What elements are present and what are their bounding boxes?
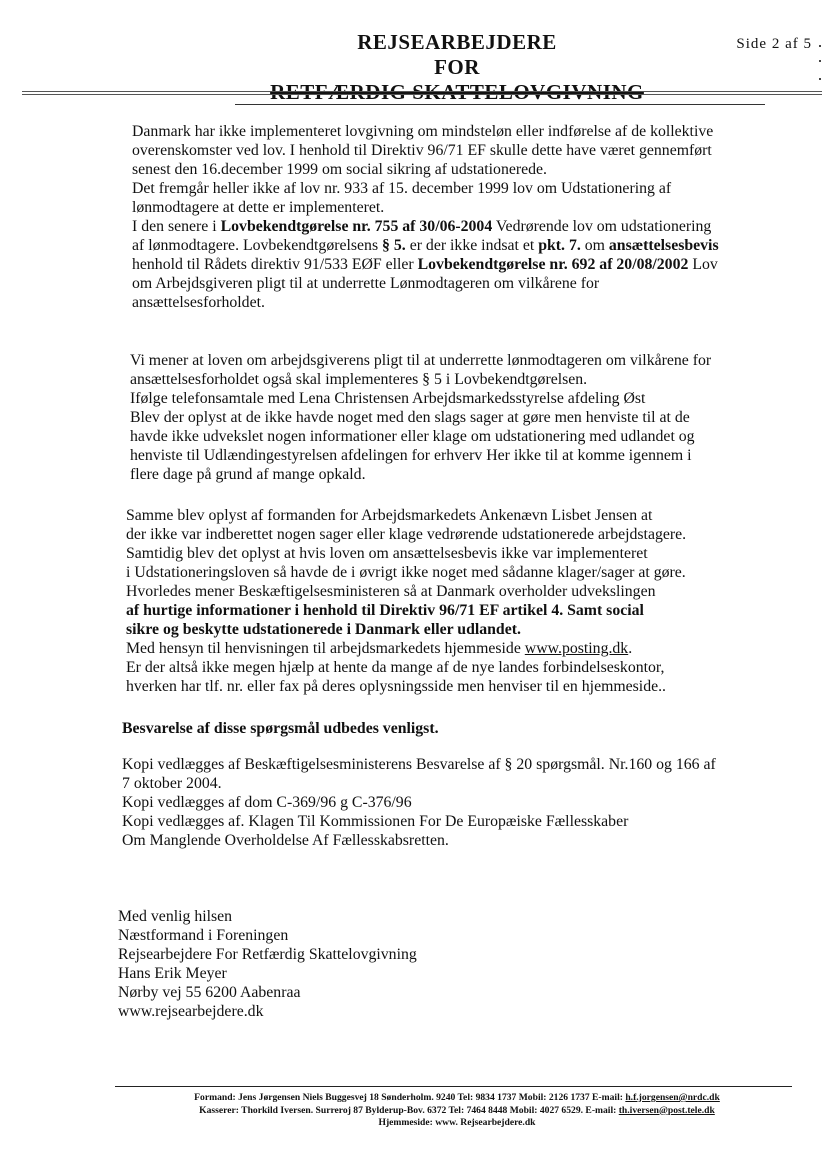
- text-line: overenskomster ved lov. I henhold til Direktiv 96/71 EF skulle dette have været gennemført: [132, 142, 712, 159]
- letterhead-title-line2: FOR: [434, 55, 480, 79]
- signature-block: [118, 907, 417, 1021]
- bold-reference: Lovbekendtgørelse nr. 692 af 20/08/2002: [417, 256, 689, 273]
- page-number: Side 2 af 5: [736, 36, 812, 52]
- footer-text: Kasserer: Thorkild Iversen. Surreroj 87 Bylderup-Bov. 6372 Tel: 7464 8448 Mobil: 4027 6529. E-mail:: [199, 1104, 619, 1116]
- footer-line-kasserer: [0, 1105, 824, 1118]
- text-line: [132, 255, 719, 274]
- posting-link[interactable]: www.posting.dk: [524, 640, 629, 657]
- attachments-list: [122, 755, 716, 850]
- paragraph-telephone: [130, 351, 711, 484]
- scan-speck: [819, 45, 821, 47]
- bold-reference: Lovbekendtgørelse nr. 755 af 30/06-2004: [220, 218, 493, 235]
- letterhead-title-line3: RETFÆRDIG SKATTELOVGIVNING: [270, 80, 644, 104]
- text-line: [132, 236, 719, 255]
- text-line: [132, 217, 719, 236]
- text-line: der ikke var indberettet nogen sager eller klage vedrørende udstationerede arbejdstagere.: [126, 526, 687, 543]
- scan-speck: [819, 60, 821, 62]
- signature-line: Nørby vej 55 6200 Aabenraa: [118, 984, 301, 1001]
- text-line: Samtidig blev det oplyst at hvis loven om ansættelsesbevis ikke var implementeret: [126, 545, 648, 562]
- text-line: henviste til Udlændingestyrelsen afdelingen for erhverv Her ikke til at komme igennem i: [130, 447, 692, 464]
- signature-line: Med venlig hilsen: [118, 908, 233, 925]
- attachment-line: Om Manglende Overholdelse Af Fællesskabsretten.: [122, 832, 449, 849]
- text-run: I den senere i: [132, 218, 221, 235]
- text-line: i Udstationeringsloven så havde de i øvrigt ikke noget med sådanne klager/sager at gøre.: [126, 564, 686, 581]
- text-run: .: [628, 640, 633, 657]
- text-run: henhold til Rådets direktiv 91/533 EØF eller: [132, 256, 418, 273]
- text-line: Vi mener at loven om arbejdsgiverens pligt til at underrette lønmodtageren om vilkårene for: [130, 352, 712, 369]
- text-line: flere dage på grund af mange opkald.: [130, 466, 366, 483]
- text-line: ansættelsesforholdet.: [132, 294, 265, 311]
- attachment-line: Kopi vedlægges af dom C-369/96 g C-376/96: [122, 794, 412, 811]
- bold-text-line: af hurtige informationer i henhold til Direktiv 96/71 EF artikel 4. Samt social: [126, 602, 644, 619]
- text-run: Lov: [688, 256, 718, 273]
- bold-text-line: sikre og beskytte udstationerede i Danmark eller udlandet.: [126, 621, 521, 638]
- text-line: Blev der oplyst at de ikke havde noget med den slags sager at gøre men henviste til at de: [130, 409, 690, 426]
- text-line: Samme blev oplyst af formanden for Arbejdsmarkedets Ankenævn Lisbet Jensen at: [126, 507, 653, 524]
- request-line: Besvarelse af disse spørgsmål udbedes venligst.: [122, 720, 439, 737]
- bold-reference: ansættelsesbevis: [608, 237, 719, 254]
- text-run: Med hensyn til henvisningen til arbejdsmarkedets hjemmeside: [126, 640, 525, 657]
- text-line: Det fremgår heller ikke af lov nr. 933 af 15. december 1999 lov om Udstationering af: [132, 180, 672, 197]
- text-line: Ifølge telefonsamtale med Lena Christensen Arbejdsmarkedsstyrelse afdeling Øst: [130, 390, 646, 407]
- text-line: lønmodtagere at dette er implementeret.: [132, 199, 385, 216]
- paragraph-intro: [132, 122, 719, 312]
- text-line: havde ikke udvekslet nogen informationer eller klage om udstationering med udlandet og: [130, 428, 695, 445]
- formand-email-link[interactable]: h.f.jorgensen@nrdc.dk: [625, 1092, 720, 1103]
- text-line: Hvorledes mener Beskæftigelsesministeren så at Danmark overholder udvekslingen: [126, 583, 656, 600]
- text-run: er der ikke indsat et: [405, 237, 539, 254]
- text-run: om: [580, 237, 609, 254]
- footer-line-formand: [0, 1092, 824, 1105]
- footer-rule: [115, 1086, 792, 1087]
- paragraph-ankenaevn: [126, 506, 686, 696]
- signature-line: Næstformand i Foreningen: [118, 927, 289, 944]
- letterhead-title-line1: REJSEARBEJDERE: [357, 30, 557, 54]
- signature-line: Hans Erik Meyer: [118, 965, 227, 982]
- text-line: [126, 639, 686, 658]
- text-line: Er der altså ikke megen hjælp at hente da mange af de nye landes forbindelseskontor,: [126, 659, 665, 676]
- text-line: hverken har tlf. nr. eller fax på deres oplysningsside men henviser til en hjemmeside..: [126, 678, 667, 695]
- website-line: www.rejsearbejdere.dk: [118, 1003, 264, 1020]
- text-line: ansættelsesforholdet også skal implementeres § 5 i Lovbekendtgørelsen.: [130, 371, 588, 388]
- attachment-line: 7 oktober 2004.: [122, 775, 222, 792]
- text-line: Danmark har ikke implementeret lovgivning om mindsteløn eller indførelse af de kollektive: [132, 123, 714, 140]
- header-rule: [235, 104, 765, 105]
- scan-speck: [819, 78, 821, 80]
- text-run: af lønmodtagere. Lovbekendtgørelsens: [132, 237, 383, 254]
- header-double-rule: [22, 91, 822, 95]
- attachment-line: Kopi vedlægges af Beskæftigelsesministerens Besvarelse af § 20 spørgsmål. Nr.160 og 166 af: [122, 756, 716, 773]
- footer-text: Formand: Jens Jørgensen Niels Buggesvej 18 Sønderholm. 9240 Tel: 9834 1737 Mobil: 2126 1737 E-mail:: [194, 1092, 626, 1103]
- bold-reference: pkt. 7.: [538, 237, 581, 254]
- kasserer-email-link[interactable]: th.iversen@post.tele.dk: [618, 1104, 715, 1116]
- text-line: om Arbejdsgiveren pligt til at underrette Lønmodtageren om vilkårene for: [132, 275, 600, 292]
- footer-block: [0, 1092, 824, 1130]
- footer-line-website: Hjemmeside: www. Rejsearbejdere.dk: [378, 1117, 536, 1128]
- bold-reference: § 5.: [382, 237, 406, 254]
- text-line: senest den 16.december 1999 om social sikring af udstationerede.: [132, 161, 547, 178]
- signature-line: Rejsearbejdere For Retfærdig Skattelovgivning: [118, 946, 417, 963]
- attachment-line: Kopi vedlægges af. Klagen Til Kommissionen For De Europæiske Fællesskaber: [122, 813, 629, 830]
- text-run: Vedrørende lov om udstationering: [492, 218, 712, 235]
